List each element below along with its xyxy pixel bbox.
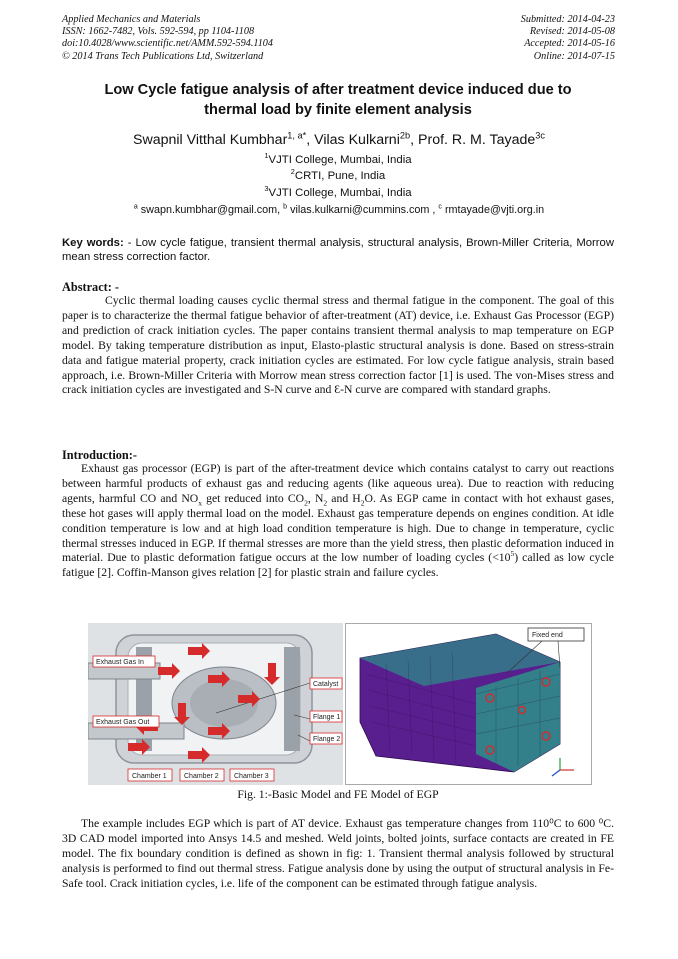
intro-sub-2a: 2 — [304, 498, 308, 508]
intro-part-3: , N — [307, 491, 324, 505]
author-list: Swapnil Vitthal Kumbhar$^{1, a*}$, Vilas Kulkarni$^{2b}$, Prof. R. M. Tayade$^{3c}$ — [132, 130, 545, 148]
author-2: Vilas Kulkarni — [314, 132, 400, 148]
label-flange-1: Flange 1 — [313, 714, 341, 721]
abstract-text: Cyclic thermal loading causes cyclic thermal stress and thermal fatigue in the component. The goal of this paper is to characterize the thermal fatigue behavior of after-treatment (AT) device, i.e. Exhaust Gas Processor (EGP) and prediction of crack initiation cycles. The paper contains transient thermal analysis to map temperature on EGP model. By taking temperature distribution as input, Elasto-plastic structural analysis is done. Based on stress-strain data and fatigue material property, crack initiation cycles are estimated. For low cycle fatigue analysis, strain based approach, i.e. Brown-Miller Criteria with Morrow mean stress correction factor [1] is used. The von-Mises stress and crack initiation cycles are investigated and S-N curve and Ɛ-N curve are compared with standard graphs. — [62, 294, 614, 397]
body-paragraph: The example includes EGP which is part of AT device. Exhaust gas temperature changes from 110⁰C to 600 ⁰C. 3D CAD model imported into Ansys 14.5 and meshed. Weld joints, bolted joints, surface contacts are created in FE model. The fix boundary condition is defined as shown in fig: 1. Transient thermal analysis followed by structural analysis is performed to find out thermal stress. Fatigue analysis done by using the output of structural analysis in Fe-Safe tool. Crack initiation cycles, i.e. life of the component can be estimated through fatigue analysis. — [62, 817, 614, 890]
egp-cad-diagram — [88, 623, 343, 785]
submitted-date: Submitted: 2014-04-23 — [520, 14, 615, 25]
keywords-label: Key words: — [62, 237, 124, 249]
author-emails — [40, 203, 638, 217]
figure-1 — [88, 623, 592, 785]
affiliation-1 — [62, 153, 614, 168]
introduction-heading: Introduction:- — [62, 448, 137, 462]
author-1-mark: 1, a* — [287, 130, 307, 141]
affiliation-3-text: VJTI College, Mumbai, India — [268, 187, 412, 199]
intro-part-2: get reduced into CO — [202, 491, 305, 505]
author-1: Swapnil Vitthal Kumbhar — [132, 132, 288, 148]
email-a-mark: a — [133, 203, 138, 211]
affiliation-3-mark: 3 — [264, 184, 269, 194]
journal-name: Applied Mechanics and Materials — [62, 14, 201, 25]
author-2-mark: 2b — [399, 130, 411, 141]
intro-part-5: O. As EGP came in contact with hot exhaust gases, these hot gases will apply thermal load on the model. Exhaust gas temperature depends on engines condition. At idle condition temperature is low and at high load condition temperature is high. Due to change in temperature, cyclic thermal stresses induced in EGP. If thermal stresses are more than the yield stress, then plastic deformation induced in material. Due to plastic deformation fatigue occurs at the low number of loading cycles (<10 — [62, 491, 614, 565]
egp-mesh-diagram — [346, 624, 591, 784]
intro-part-4: and H — [327, 491, 361, 505]
paper-title — [62, 80, 614, 120]
affiliation-1-mark: 1 — [264, 151, 269, 161]
intro-sub-2c: 2 — [360, 498, 365, 508]
email-c[interactable]: rmtayade@vjti.org.in — [444, 204, 545, 216]
issn-line: ISSN: 1662-7482, Vols. 592-594, pp 1104-1108 — [62, 26, 255, 38]
keywords — [62, 236, 614, 264]
journal-info — [62, 14, 273, 63]
affiliation-2 — [62, 169, 614, 184]
title-line-2: thermal load by finite element analysis — [204, 102, 472, 118]
author-3: Prof. R. M. Tayade — [418, 132, 536, 148]
author-3-mark: 3c — [535, 130, 545, 141]
copyright-line: © 2014 Trans Tech Publications Ltd, Switzerland — [62, 50, 264, 62]
email-c-mark: c — [438, 203, 442, 211]
label-fixed-end: Fixed end — [532, 632, 563, 639]
accepted-date: Accepted: 2014-05-16 — [524, 38, 615, 50]
title-line-1: Low Cycle fatigue analysis of after treatment device induced due to — [104, 82, 572, 98]
label-chamber-3: Chamber 3 — [234, 773, 269, 780]
affiliation-3 — [62, 186, 614, 201]
intro-sub-x: x — [198, 498, 202, 508]
egp-basic-model — [88, 623, 343, 785]
affiliation-1-text: VJTI College, Mumbai, India — [268, 154, 412, 166]
figure-1-caption: Fig. 1:-Basic Model and FE Model of EGP — [237, 788, 439, 801]
intro-part-1: Exhaust gas processor (EGP) is part of the after-treatment device which contains catalyst to carry out reactions between harmful products of exhaust gas and reducing agents (like aqueous urea). Due to reaction with reducing agents, harmful CO and NO — [62, 462, 614, 505]
abstract-heading: Abstract: - — [62, 280, 120, 294]
online-date: Online: 2014-07-15 — [533, 50, 615, 62]
email-b[interactable]: vilas.kulkarni@cummins.com , — [290, 204, 436, 216]
affiliation-2-text: CRTI, Pune, India — [294, 170, 386, 182]
label-chamber-1: Chamber 1 — [132, 773, 167, 780]
label-catalyst: Catalyst — [313, 681, 339, 688]
label-chamber-2: Chamber 2 — [184, 773, 219, 780]
intro-sub-2b: 2 — [323, 498, 328, 508]
intro-part-6: ) called as low cycle fatigue [2]. Coffin-Manson gives relation [2] for plastic strain and failure cycles. — [62, 551, 614, 580]
submission-dates — [521, 14, 615, 63]
label-flange-2: Flange 2 — [313, 736, 341, 743]
keywords-text: - Low cycle fatigue, transient thermal analysis, structural analysis, Brown-Miller Criteria, Morrow mean stress correction factor. — [62, 237, 615, 263]
label-gas-out: Exhaust Gas Out — [96, 719, 150, 726]
revised-date: Revised: 2014-05-08 — [529, 26, 615, 38]
egp-fe-model — [345, 623, 592, 785]
email-a[interactable]: swapn.kumbhar@gmail.com, — [140, 204, 281, 216]
affiliation-2-mark: 2 — [290, 167, 295, 177]
doi-line: doi:10.4028/www.scientific.net/AMM.592-594.1104 — [62, 38, 273, 50]
label-gas-in: Exhaust Gas In — [96, 659, 144, 666]
email-b-mark: b — [283, 203, 288, 211]
introduction-text — [62, 462, 614, 581]
intro-sup-5: 5 — [510, 549, 515, 559]
